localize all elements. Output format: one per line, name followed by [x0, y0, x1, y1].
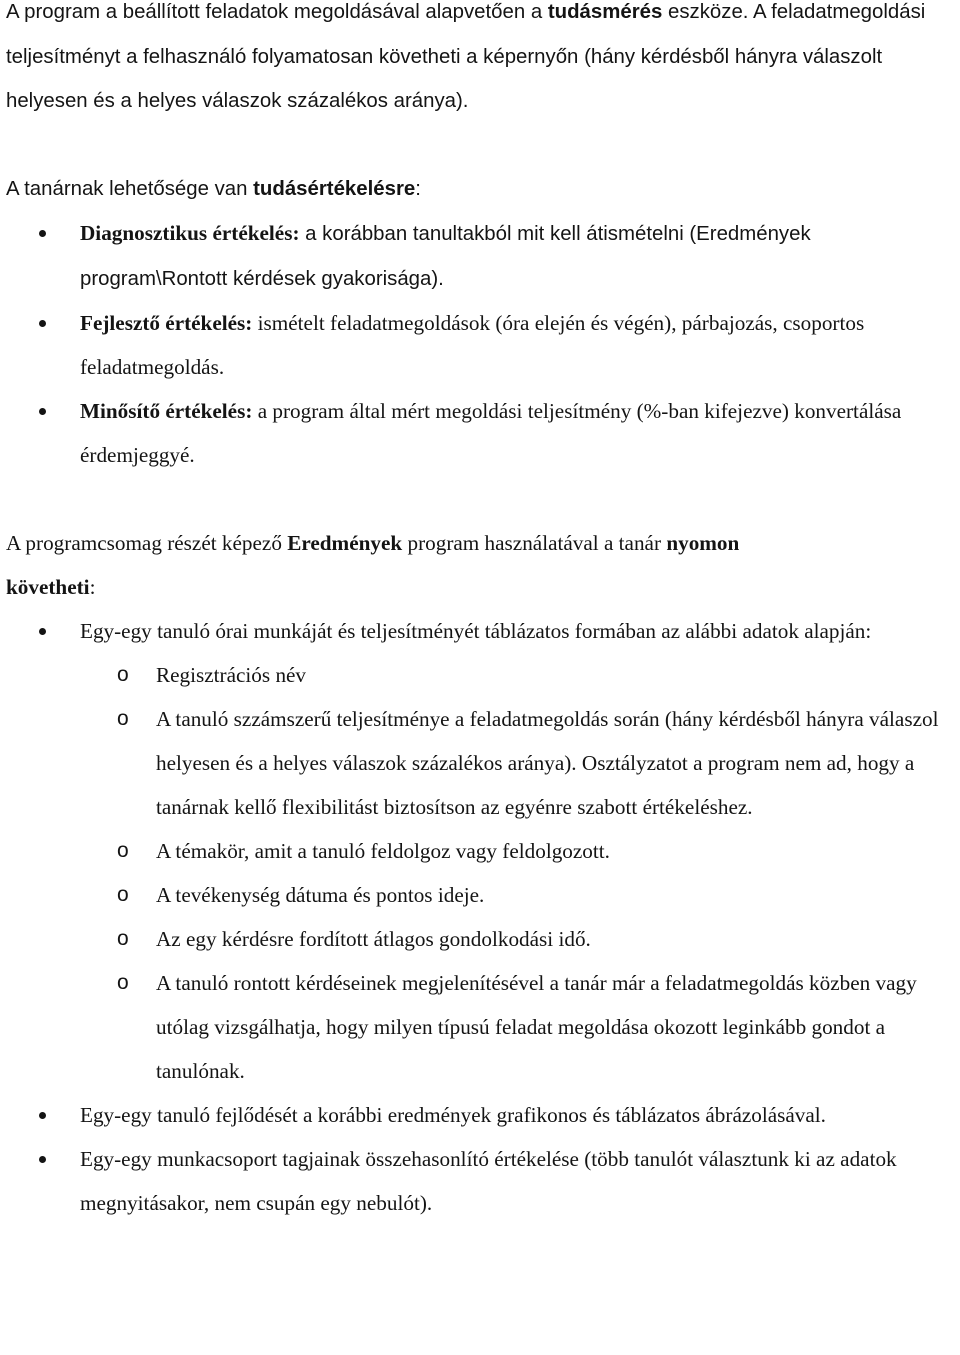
eval-item-title: Minősítő értékelés:: [80, 398, 253, 423]
results-bold-1: nyomon: [666, 530, 740, 555]
circle-bullet-icon: o: [117, 662, 129, 686]
eval-lead: [6, 167, 958, 211]
sub-item-text: Az egy kérdésre fordított átlagos gondolkodási idő.: [156, 926, 591, 951]
bullet-icon: [39, 320, 46, 327]
spacer: [6, 477, 958, 521]
eval-item-formative: [6, 301, 958, 389]
sub-item-registration-name: [6, 653, 958, 697]
results-item-individual: [6, 609, 958, 1093]
document: [6, 0, 958, 1225]
sub-item-topic: [6, 829, 958, 873]
results-bold-2: követheti: [6, 574, 90, 599]
eval-item-summative: [6, 389, 958, 477]
eval-lead-text: A tanárnak lehetősége van: [6, 177, 254, 200]
circle-bullet-icon: o: [117, 882, 129, 906]
intro-text-2: eszköze. A feladatmegoldási teljesítményt a felhasználó folyamatosan követheti a képernyőn (hány kérdésből hányra válaszolt helyesen és a helyes válaszok százalékos aránya).: [6, 1, 926, 112]
bullet-icon: [39, 230, 46, 237]
results-item-progress: [6, 1093, 958, 1137]
results-item-text: Egy-egy munkacsoport tagjainak összehasonlító értékelése (több tanulót választunk ki az adatok megnyitásakor, nem csupán egy nebulót).: [80, 1146, 897, 1215]
sub-item-text: A témakör, amit a tanuló feldolgoz vagy feldolgozott.: [156, 838, 610, 863]
eval-item-text: a korábban tanultakból mit kell átismételni (Eredmények program\Rontott kérdések gyakorisága).: [80, 222, 811, 290]
results-program-name: Eredmények: [287, 530, 403, 555]
sub-item-thinking-time: [6, 917, 958, 961]
intro-text-1: A program a beállított feladatok megoldásával alapvetően a: [6, 1, 548, 23]
results-item-text: Egy-egy tanuló órai munkáját és teljesítményét táblázatos formában az alábbi adatok alapján:: [80, 618, 872, 643]
sub-item-text: A tanuló rontott kérdéseinek megjelenítésével a tanár már a feladatmegoldás közben vagy utólag vizsgálhatja, hogy milyen típusú feladat megoldása okozott leginkább gondot a tanulónak.: [156, 970, 917, 1083]
sub-item-performance: [6, 697, 958, 829]
sub-item-date: [6, 873, 958, 917]
eval-item-text: a program által mért megoldási teljesítmény (%-ban kifejezve) konvertálása érdemjeggyé.: [80, 398, 902, 467]
eval-item-title: Fejlesztő értékelés:: [80, 310, 253, 335]
results-lead-text-1: A programcsomag részét képező: [6, 530, 288, 555]
eval-lead-end: :: [415, 177, 421, 200]
intro-paragraph: [6, 0, 958, 124]
results-sublist: [6, 653, 958, 1093]
sub-item-wrong-answers: [6, 961, 958, 1093]
eval-lead-bold: tudásértékelésre: [253, 177, 416, 200]
eval-item-diagnostic: [6, 211, 958, 301]
results-item-group: [6, 1137, 958, 1225]
bullet-icon: [39, 408, 46, 415]
circle-bullet-icon: o: [117, 838, 129, 862]
circle-bullet-icon: o: [117, 970, 129, 994]
results-lead-text-2: program használatával a tanár: [402, 530, 667, 555]
results-item-text: Egy-egy tanuló fejlődését a korábbi eredmények grafikonos és táblázatos ábrázolásával.: [80, 1102, 826, 1127]
sub-item-text: A tanuló szzámszerű teljesítménye a feladatmegoldás során (hány kérdésből hányra válaszol helyesen és a helyes válaszok százalékos aránya). Osztályzatot a program nem ad, hogy a tanárnak kellő flexibilitást biztosítson az egyénre szabott értékeléshez.: [156, 706, 939, 819]
results-lead: [6, 521, 958, 609]
circle-bullet-icon: o: [117, 706, 129, 730]
spacer: [6, 124, 958, 167]
bullet-icon: [39, 628, 46, 635]
eval-item-title: Diagnosztikus értékelés:: [80, 220, 300, 245]
results-list: [6, 609, 958, 1225]
results-lead-end: :: [89, 574, 96, 599]
bullet-icon: [39, 1112, 46, 1119]
sub-item-text: A tevékenység dátuma és pontos ideje.: [156, 882, 485, 907]
intro-bold-term: tudásmérés: [547, 1, 663, 23]
circle-bullet-icon: o: [117, 926, 129, 950]
bullet-icon: [39, 1156, 46, 1163]
eval-list: [6, 211, 958, 477]
sub-item-text: Regisztrációs név: [156, 662, 307, 687]
eval-item-text: ismételt feladatmegoldások (óra elején és végén), párbajozás, csoportos feladatmegoldás.: [80, 310, 865, 379]
